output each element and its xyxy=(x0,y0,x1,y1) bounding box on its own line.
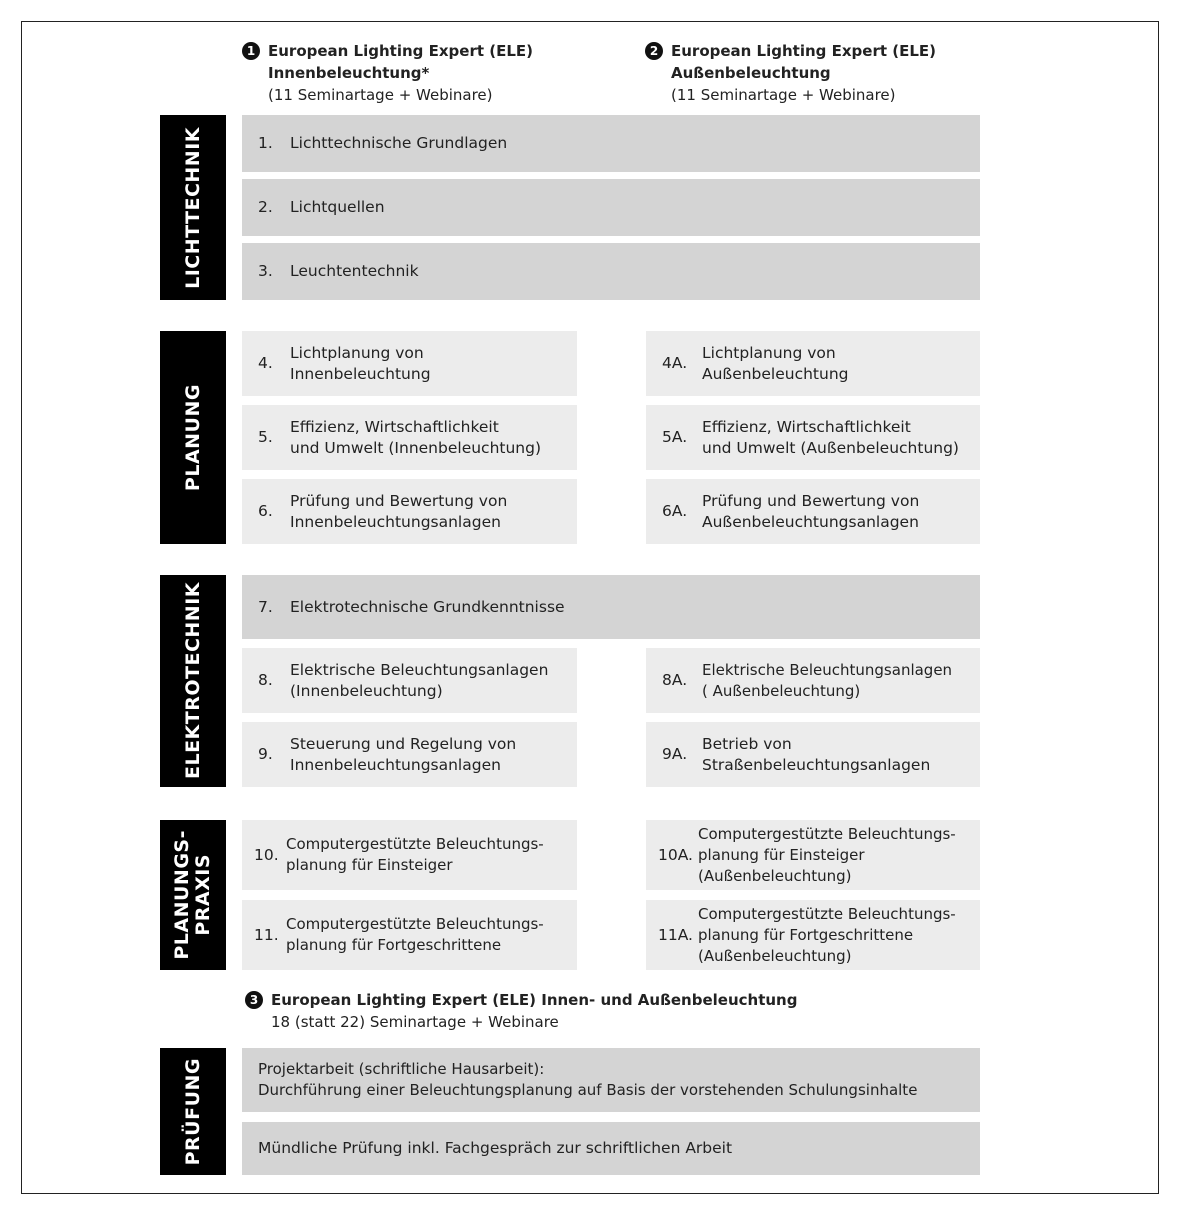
module-number: 9. xyxy=(258,745,273,763)
category-label: PLANUNGS- PRAXIS xyxy=(171,830,214,960)
module-9a xyxy=(646,722,980,787)
module-7 xyxy=(242,575,980,639)
module-10 xyxy=(242,820,577,890)
module-label: Leuchtentechnik xyxy=(290,262,419,280)
module-label: Elektrotechnische Grundkenntnisse xyxy=(290,597,565,616)
header-aussenbeleuchtung xyxy=(649,40,937,106)
header-subtitle: 18 (statt 22) Seminartage + Webinare xyxy=(271,1013,559,1031)
exam-project-label: Projektarbeit (schriftliche Hausarbeit): Durchführung einer Beleuchtungsplanung auf Basis der vorstehenden Schulungsinhalte xyxy=(258,1060,918,1099)
exam-project xyxy=(242,1048,980,1112)
module-label: Computergestützte Beleuchtungs- planung für Fortgeschrittene (Außenbeleuchtung) xyxy=(698,904,956,965)
header-title: European Lighting Expert (ELE) xyxy=(268,42,534,60)
module-label: Betrieb von Straßenbeleuchtungsanlagen xyxy=(702,734,931,774)
module-label: Prüfung und Bewertung von Außenbeleuchtungsanlagen xyxy=(702,491,920,531)
module-label: Elektrische Beleuchtungsanlagen (Innenbeleuchtung) xyxy=(290,660,549,700)
exam-oral xyxy=(242,1122,980,1175)
category-label: ELEKTROTECHNIK xyxy=(181,582,204,780)
module-8a xyxy=(646,648,980,713)
module-number: 2. xyxy=(258,198,273,216)
category-elektrotechnik xyxy=(160,575,226,787)
module-4 xyxy=(242,331,577,396)
module-label: Effizienz, Wirtschaftlichkeit und Umwelt (Innenbeleuchtung) xyxy=(290,417,542,457)
module-number: 4. xyxy=(258,354,273,372)
module-label: Lichtquellen xyxy=(290,198,385,216)
module-number: 7. xyxy=(258,597,273,616)
module-label: Computergestützte Beleuchtungs- planung für Fortgeschrittene xyxy=(286,915,544,954)
module-3 xyxy=(242,243,980,300)
exam-oral-label: Mündliche Prüfung inkl. Fachgespräch zur schriftlichen Arbeit xyxy=(258,1139,733,1157)
module-number: 5A. xyxy=(662,428,688,446)
category-label: PLANUNG xyxy=(181,383,204,492)
category-lichttechnik xyxy=(160,115,226,300)
module-4a xyxy=(646,331,980,396)
header-subtitle: (11 Seminartage + Webinare) xyxy=(671,86,896,104)
module-11 xyxy=(242,900,577,970)
module-6a xyxy=(646,479,980,544)
module-number: 11. xyxy=(254,925,279,944)
module-label: Lichtplanung von Innenbeleuchtung xyxy=(290,343,431,383)
category-planungspraxis xyxy=(160,820,226,970)
module-number: 6. xyxy=(258,502,273,520)
module-number: 8A. xyxy=(662,671,688,689)
category-planung xyxy=(160,331,226,544)
module-11a xyxy=(646,900,980,970)
module-label: Elektrische Beleuchtungsanlagen ( Außenbeleuchtung) xyxy=(702,660,953,700)
module-number: 8. xyxy=(258,671,273,689)
category-label: LICHTTECHNIK xyxy=(181,126,204,289)
module-label: Lichttechnische Grundlagen xyxy=(290,134,508,152)
number-badge-1: 1 xyxy=(242,42,260,60)
header-title: European Lighting Expert (ELE) xyxy=(671,42,937,60)
module-1 xyxy=(242,115,980,172)
module-number: 1. xyxy=(258,134,273,152)
module-number: 3. xyxy=(258,262,273,280)
module-label: Lichtplanung von Außenbeleuchtung xyxy=(702,343,849,383)
category-label: PRÜFUNG xyxy=(181,1057,204,1166)
header-innenbeleuchtung xyxy=(246,40,534,106)
module-label: Steuerung und Regelung von Innenbeleuchtungsanlagen xyxy=(290,734,517,774)
number-badge-2: 2 xyxy=(645,42,663,60)
module-9 xyxy=(242,722,577,787)
module-number: 6A. xyxy=(662,502,688,520)
module-label: Computergestützte Beleuchtungs- planung für Einsteiger xyxy=(286,835,544,874)
module-5a xyxy=(646,405,980,470)
module-number: 10. xyxy=(254,845,279,864)
module-number: 4A. xyxy=(662,354,688,372)
module-number: 11A. xyxy=(658,925,693,944)
module-6 xyxy=(242,479,577,544)
module-number: 10A. xyxy=(658,845,693,864)
category-pruefung xyxy=(160,1048,226,1175)
module-number: 5. xyxy=(258,428,273,446)
module-number: 9A. xyxy=(662,745,688,763)
header-title-line2: Innenbeleuchtung* xyxy=(268,64,430,82)
header-subtitle: (11 Seminartage + Webinare) xyxy=(268,86,493,104)
module-label: Computergestützte Beleuchtungs- planung für Einsteiger (Außenbeleuchtung) xyxy=(698,824,956,885)
header-title: European Lighting Expert (ELE) Innen- und Außenbeleuchtung xyxy=(271,991,798,1009)
module-2 xyxy=(242,179,980,236)
header-title-line2: Außenbeleuchtung xyxy=(671,64,831,82)
module-label: Effizienz, Wirtschaftlichkeit und Umwelt (Außenbeleuchtung) xyxy=(702,417,959,457)
module-5 xyxy=(242,405,577,470)
module-8 xyxy=(242,648,577,713)
module-label: Prüfung und Bewertung von Innenbeleuchtungsanlagen xyxy=(290,491,508,531)
module-10a xyxy=(646,820,980,890)
number-badge-3: 3 xyxy=(245,991,263,1009)
header-kombi xyxy=(249,989,798,1033)
